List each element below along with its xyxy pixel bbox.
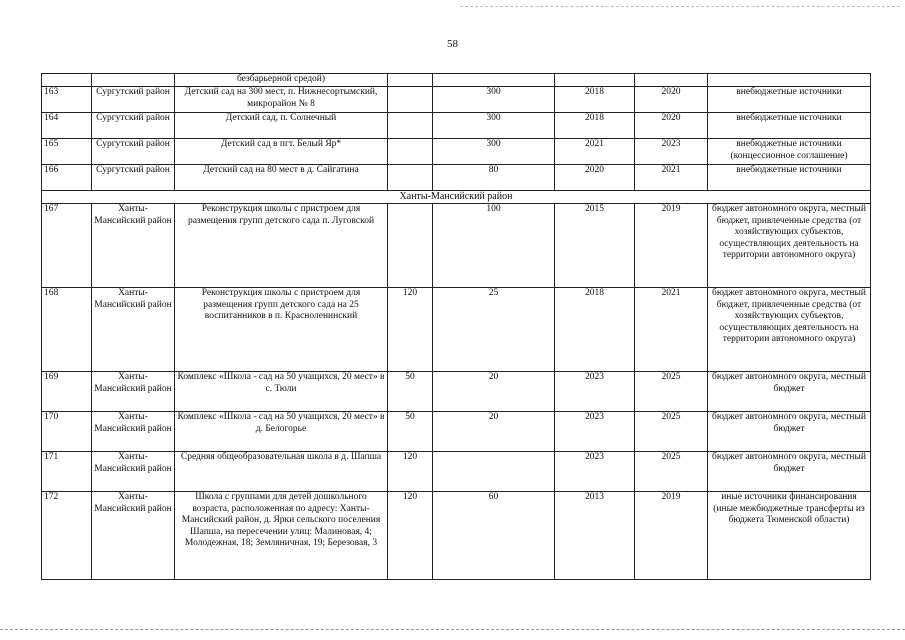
start-year: 2018 <box>555 87 635 113</box>
row-number: 164 <box>42 113 92 139</box>
table-row <box>42 165 871 191</box>
district-name: Сургутский район <box>92 165 175 191</box>
table-row <box>42 87 871 113</box>
page-number: 58 <box>447 38 458 50</box>
object-name: Реконструкция школы с пристроем для размещения групп детского сада п. Луговской <box>175 204 388 288</box>
table-row <box>42 412 871 452</box>
start-year: 2013 <box>555 492 635 580</box>
object-name: Комплекс «Школа - сад на 50 учащихся, 20 мест» в д. Белогорье <box>175 412 388 452</box>
start-year: 2023 <box>555 412 635 452</box>
row-number: 171 <box>42 452 92 492</box>
table-row <box>42 113 871 139</box>
row-number: 170 <box>42 412 92 452</box>
table-body <box>42 74 871 580</box>
capacity-places: 25 <box>433 288 555 372</box>
funding-source: внебюджетные источники (концессионное соглашение) <box>708 139 871 165</box>
object-name: Комплекс «Школа - сад на 50 учащихся, 20 мест» в с. Тюли <box>175 372 388 412</box>
funding-source: бюджет автономного округа, местный бюджет, привлеченные средства (от хозяйствующих субъектов, осуществляющих деятельность на территории автономного округа) <box>708 204 871 288</box>
continuation-row <box>42 74 871 87</box>
object-name: Реконструкция школы с пристроем для размещения групп детского сада на 25 воспитанников в п. Красноленинский <box>175 288 388 372</box>
object-name: Детский сад, п. Солнечный <box>175 113 388 139</box>
end-year: 2025 <box>635 452 708 492</box>
funding-source: иные источники финансирования (иные межбюджетные трансферты из бюджета Тюменской области) <box>708 492 871 580</box>
end-year: 2021 <box>635 165 708 191</box>
table-row <box>42 492 871 580</box>
district-name: Ханты-Мансийский район <box>92 288 175 372</box>
object-name: Средняя общеобразовательная школа в д. Шапша <box>175 452 388 492</box>
capacity-students <box>388 165 433 191</box>
start-year: 2015 <box>555 204 635 288</box>
row-number: 168 <box>42 288 92 372</box>
start-year: 2023 <box>555 372 635 412</box>
capacity-students <box>388 139 433 165</box>
capacity-students: 120 <box>388 288 433 372</box>
capacity-students <box>388 87 433 113</box>
row-number: 163 <box>42 87 92 113</box>
district-name: Ханты-Мансийский район <box>92 204 175 288</box>
row-number: 165 <box>42 139 92 165</box>
district-name: Ханты-Мансийский район <box>92 492 175 580</box>
district-name: Ханты-Мансийский район <box>92 452 175 492</box>
start-year: 2021 <box>555 139 635 165</box>
object-name: безбарьерной средой) <box>175 74 388 87</box>
object-name: Школа с группами для детей дошкольного возраста, расположенная по адресу: Ханты-Мансийский район, д. Ярки сельского поселения Шапша, на пересечении улиц: Малиновая, 4; Молодежная, 18; Земляничная, 19; Березовая, 3 <box>175 492 388 580</box>
scan-edge-bottom <box>0 629 905 630</box>
funding-source: бюджет автономного округа, местный бюджет <box>708 412 871 452</box>
row-number: 166 <box>42 165 92 191</box>
object-name: Детский сад на 80 мест в д. Сайгатина <box>175 165 388 191</box>
funding-source: бюджет автономного округа, местный бюджет <box>708 452 871 492</box>
table-row <box>42 139 871 165</box>
capacity-places: 60 <box>433 492 555 580</box>
funding-source: бюджет автономного округа, местный бюджет <box>708 372 871 412</box>
capacity-places <box>433 452 555 492</box>
capacity-students: 50 <box>388 412 433 452</box>
end-year: 2019 <box>635 204 708 288</box>
scan-edge-top <box>460 6 900 7</box>
capacity-students: 120 <box>388 452 433 492</box>
start-year: 2020 <box>555 165 635 191</box>
end-year: 2025 <box>635 412 708 452</box>
district-name: Ханты-Мансийский район <box>92 412 175 452</box>
capacity-students <box>388 204 433 288</box>
funding-source: внебюджетные источники <box>708 87 871 113</box>
capacity-places: 80 <box>433 165 555 191</box>
capacity-students: 120 <box>388 492 433 580</box>
section-title: Ханты-Мансийский район <box>42 191 871 204</box>
district-name: Сургутский район <box>92 87 175 113</box>
capacity-places: 20 <box>433 412 555 452</box>
section-row <box>42 191 871 204</box>
object-name: Детский сад на 300 мест, п. Нижнесортымский, микрорайон № 8 <box>175 87 388 113</box>
table-row <box>42 204 871 288</box>
capacity-places: 100 <box>433 204 555 288</box>
end-year: 2025 <box>635 372 708 412</box>
funding-source: внебюджетные источники <box>708 165 871 191</box>
district-name: Ханты-Мансийский район <box>92 372 175 412</box>
funding-source: бюджет автономного округа, местный бюджет, привлеченные средства (от хозяйствующих субъектов, осуществляющих деятельность на территории автономного округа) <box>708 288 871 372</box>
table-row <box>42 452 871 492</box>
end-year: 2020 <box>635 87 708 113</box>
table-row <box>42 372 871 412</box>
object-name: Детский сад в пгт. Белый Яр* <box>175 139 388 165</box>
capacity-places: 300 <box>433 87 555 113</box>
table-row <box>42 288 871 372</box>
start-year: 2023 <box>555 452 635 492</box>
row-number: 167 <box>42 204 92 288</box>
end-year: 2021 <box>635 288 708 372</box>
start-year: 2018 <box>555 113 635 139</box>
end-year: 2023 <box>635 139 708 165</box>
construction-register-table <box>41 73 871 580</box>
end-year: 2019 <box>635 492 708 580</box>
district-name: Сургутский район <box>92 139 175 165</box>
row-number: 172 <box>42 492 92 580</box>
district-name: Сургутский район <box>92 113 175 139</box>
capacity-places: 300 <box>433 113 555 139</box>
start-year: 2018 <box>555 288 635 372</box>
capacity-students <box>388 113 433 139</box>
capacity-places: 20 <box>433 372 555 412</box>
funding-source: внебюджетные источники <box>708 113 871 139</box>
capacity-places: 300 <box>433 139 555 165</box>
end-year: 2020 <box>635 113 708 139</box>
row-number: 169 <box>42 372 92 412</box>
capacity-students: 50 <box>388 372 433 412</box>
